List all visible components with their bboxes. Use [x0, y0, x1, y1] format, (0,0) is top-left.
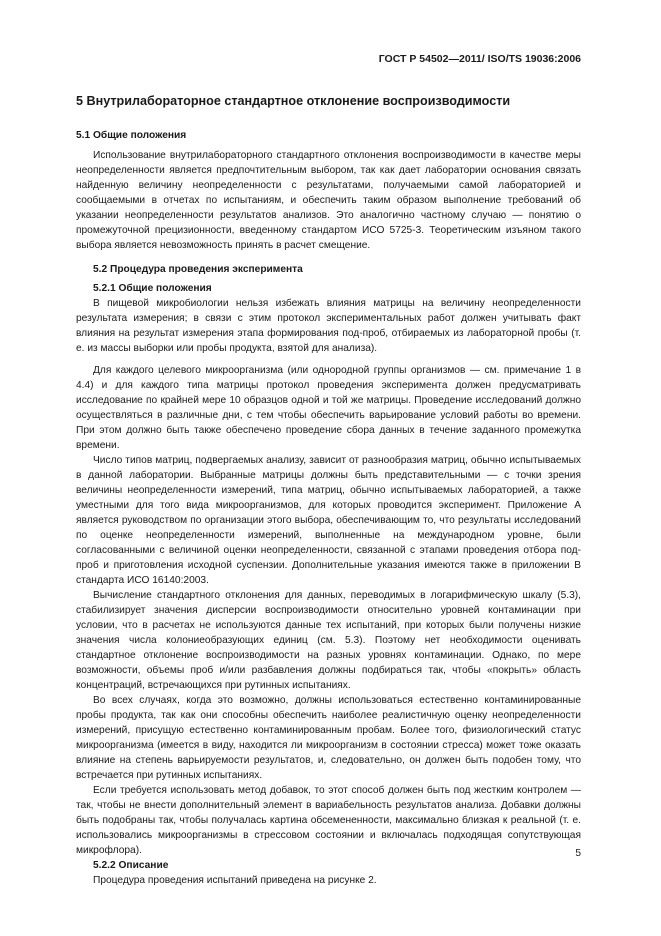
section-5-2-1-paragraph-5: Во всех случаях, когда это возможно, должны использоваться естественно контаминированные пробы продукта, так как они способны обеспечить наиболее реалистичную оценку неопределенности измерений, присущую естественно контаминированным пробам. Более того, физиологический статус микроорганизма (имеется в виду, находится ли микроорганизм в состоянии стресса) может тоже оказать влияние на степень варьируемости результатов, и, следовательно, он должен быть подобен тому, что встречается при рутинных испытаниях.: [76, 695, 581, 781]
section-5-2-2-title: 5.2.2 Описание: [93, 860, 169, 871]
section-5-title: 5 Внутрилабораторное стандартное отклонение воспроизводимости: [76, 94, 511, 108]
section-5-2-1-title: 5.2.1 Общие положения: [93, 283, 212, 294]
section-5-2-1-paragraph-4: Вычисление стандартного отклонения для данных, переводимых в логарифмическую шкалу (5.3), стабилизирует значения дисперсии воспроизводимости относительно уровней контаминации при условии, что в расчетах не используются данные тех испытаний, при которых были получены низкие значения числа колониеобразующих единиц (см. 5.3). Поэтому нет необходимости оценивать стандартное отклонение воспроизводимости на разных уровнях контаминации. Однако, по мере возможности, объемы проб и/или разбавления должны подбираться так, чтобы «покрыть» область концентраций, встречающихся при рутинных испытаниях.: [76, 590, 581, 691]
page-number: 5: [575, 848, 581, 859]
running-header: ГОСТ Р 54502—2011/ ISO/TS 19036:2006: [378, 53, 581, 65]
section-5-2-1-paragraph-6: Если требуется использовать метод добавок, то этот способ должен быть под жестким контролем — так, чтобы не внести дополнительный элемент в вариабельность результатов анализа. Добавки должны быть подобраны так, чтобы получалась картина обсемененности, максимально близкая к реальной (т. е. использовались микроорганизмы в стрессовом состоянии и включалась подходящая сопутствующая микрофлора).: [76, 785, 581, 856]
section-5-2-2-paragraph-1: Процедура проведения испытаний приведена на рисунке 2.: [93, 875, 377, 886]
section-5-2-1-paragraph-1: В пищевой микробиологии нельзя избежать влияния матрицы на величину неопределенности результата измерения; в связи с этим протокол экспериментальных работ должен учитывать факт влияния на результат измерения этапа формирования под-проб, отбираемых из лабораторной пробы (т. е. из массы выборки или пробы продукта, взятой для анализа).: [76, 298, 581, 354]
section-5-2-1-paragraph-3: Число типов матриц, подвергаемых анализу, зависит от разнообразия матриц, обычно испытываемых в данной лаборатории. Выбранные матрицы должны быть представительными — с точки зрения величины неопределенности измерений, типа матриц, обычно испытываемых лабораторией, а также уместными для того вида микроорганизмов, для которых проводится эксперимент. Приложение А является руководством по организации этого выбора, обеспечивающим то, что результаты исследований по оценке неопределенности измерений, выполненные на международном уровне, были согласованными с величиной оценки неопределенности, связанной с этапами проведения отбора под-проб и приготовления исходной суспензии. Дополнительные указания имеются также в приложении В стандарта ИСО 16140:2003.: [76, 455, 581, 586]
section-5-1-title: 5.1 Общие положения: [76, 130, 187, 141]
section-5-2-1-paragraph-2: Для каждого целевого микроорганизма (или однородной группы организмов — см. примечание 1 в 4.4) и для каждого типа матрицы протокол проведения эксперимента должен предусматривать исследование по крайней мере 10 образцов одной и той же матрицы. Проведение исследований должно осуществляться в различные дни, с тем чтобы обеспечить варьирование условий работы во времени. При этом должно быть также обеспечено проведение сбора данных в течение заданного промежутка времени.: [76, 365, 581, 451]
section-5-1-paragraph-1: Использование внутрилабораторного стандартного отклонения воспроизводимости в качестве меры неопределенности является предпочтительным выбором, так как дает лаборатории основания связать найденную величину неопределенности с результатами, получаемыми самой лабораторией и сообщаемыми в отчетах по испытаниям, и обеспечить таким образом выполнение требований об указании неопределенности результатов анализов. Это аналогично частному случаю — понятию о промежуточной прецизионности, введенному стандартом ИСО 5725-3. Теоретическим изъяном такого выбора является невозможность принять в расчет смещение.: [76, 150, 581, 251]
section-5-2-title: 5.2 Процедура проведения эксперимента: [93, 264, 303, 275]
